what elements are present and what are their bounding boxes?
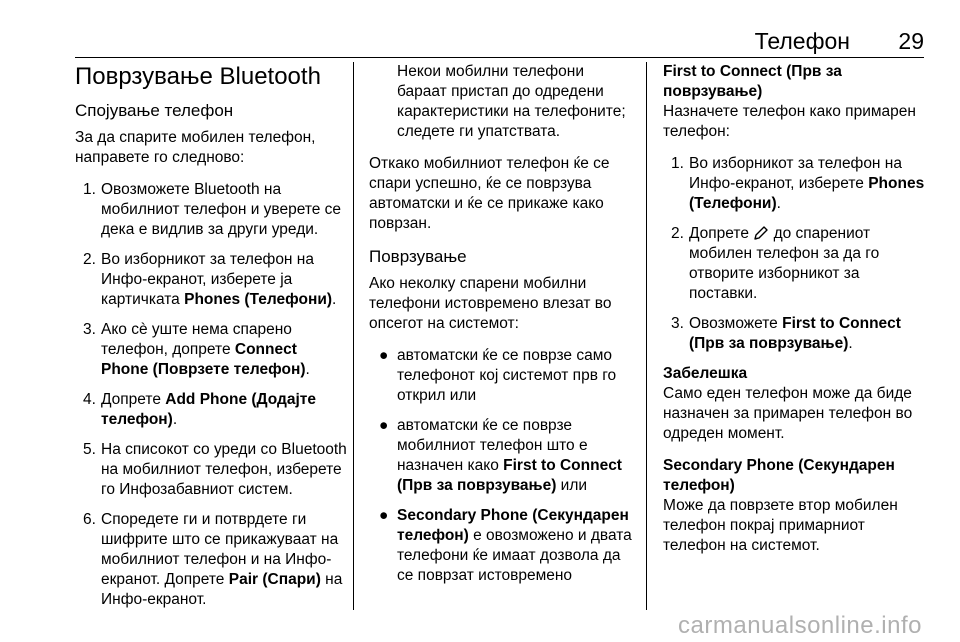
ftc-step: 1. Во изборникот за телефон на Инфо-екранот, изберете Phones (Телефони). <box>671 155 925 212</box>
pairing-intro: За да спарите мобилен телефон, направете го следново: <box>75 129 316 166</box>
header-title: Телефон <box>754 28 850 54</box>
column-divider-1 <box>353 62 354 610</box>
pairing-step: 5. На списокот со уреди со Bluetooth на мобилниот телефон, изберете го Инфозабавниот систем. <box>83 441 347 498</box>
secondary-phone-heading: Secondary Phone (Секундарен телефон) <box>663 457 895 494</box>
ftc-step: 2. Допрете до спарениот мобилен телефон за да го отворите изборникот за поставки. <box>671 225 880 302</box>
bullet-item: ● автоматски ќе се поврзе само телефонот кој системот прв го открил или <box>379 347 617 404</box>
first-to-connect-heading: First to Connect (Прв за поврзување) <box>663 63 842 100</box>
page-number: 29 <box>898 28 924 54</box>
pairing-step: 4. Допрете Add Phone (Додајте телефон). <box>83 391 317 428</box>
connecting-intro: Ако неколку спарени мобилни телефони истовремено влезат во опсегот на системот: <box>369 275 612 332</box>
note-text: Само еден телефон може да биде назначен за примарен телефон во одреден момент. <box>663 385 913 442</box>
first-to-connect-intro: Назначете телефон како примарен телефон: <box>663 103 916 140</box>
pairing-step: 2. Во изборникот за телефон на Инфо-екранот, изберете ја картичката Phones (Телефони). <box>83 251 337 308</box>
page-header <box>0 0 960 52</box>
subsection-title-pairing: Спојување телефон <box>75 101 234 120</box>
column-divider-2 <box>646 62 647 610</box>
pairing-steps <box>75 180 347 610</box>
subsection-title-connecting: Поврзување <box>369 247 467 266</box>
note-title: Забелешка <box>663 365 748 382</box>
bullet-item: ● Secondary Phone (Секундарен телефон) е овозможено и двата телефони ќе имаат дозвола да се поврзат истовремено <box>379 507 632 584</box>
bullet-item: ● автоматски ќе се поврзе мобилниот телефон што е назначен како First to Connect (Прв за поврзување) или <box>379 417 622 494</box>
section-title: Поврзување Bluetooth <box>75 63 321 90</box>
pairing-step: 6. Споредете ги и потврдете ги шифрите што се прикажуваат на мобилниот телефон и на Инфо-екранот. Допрете Pair (Спари) на Инфо-екранот. <box>83 511 343 608</box>
paired-result-text: Откако мобилниот телефон ќе се спари успешно, ќе се поврзува автоматски и ќе се прикаже како поврзан. <box>369 155 610 232</box>
column-1 <box>75 62 347 620</box>
pairing-step: 3. Ако сè уште нема спарено телефон, допрете Connect Phone (Поврзете телефон). <box>83 321 310 378</box>
pencil-icon <box>753 225 769 241</box>
column-3 <box>663 62 931 568</box>
ftc-step: 3. Овозможете First to Connect (Прв за поврзување). <box>671 315 901 352</box>
header-rule <box>75 57 924 58</box>
column-2 <box>369 62 635 596</box>
watermark: carmanualsonline.info <box>678 612 922 639</box>
step-continuation: Некои мобилни телефони бараат пристап до одредени карактеристики на телефоните; следете ги упатствата. <box>397 63 626 140</box>
secondary-phone-text: Може да поврзете втор мобилен телефон покрај примарниот телефон на системот. <box>663 497 898 554</box>
first-to-connect-steps <box>663 154 931 354</box>
pairing-step: 1. Овозможете Bluetooth на мобилниот телефон и уверете се дека е видлив за други уреди. <box>83 181 342 238</box>
connecting-bullets <box>369 346 635 586</box>
